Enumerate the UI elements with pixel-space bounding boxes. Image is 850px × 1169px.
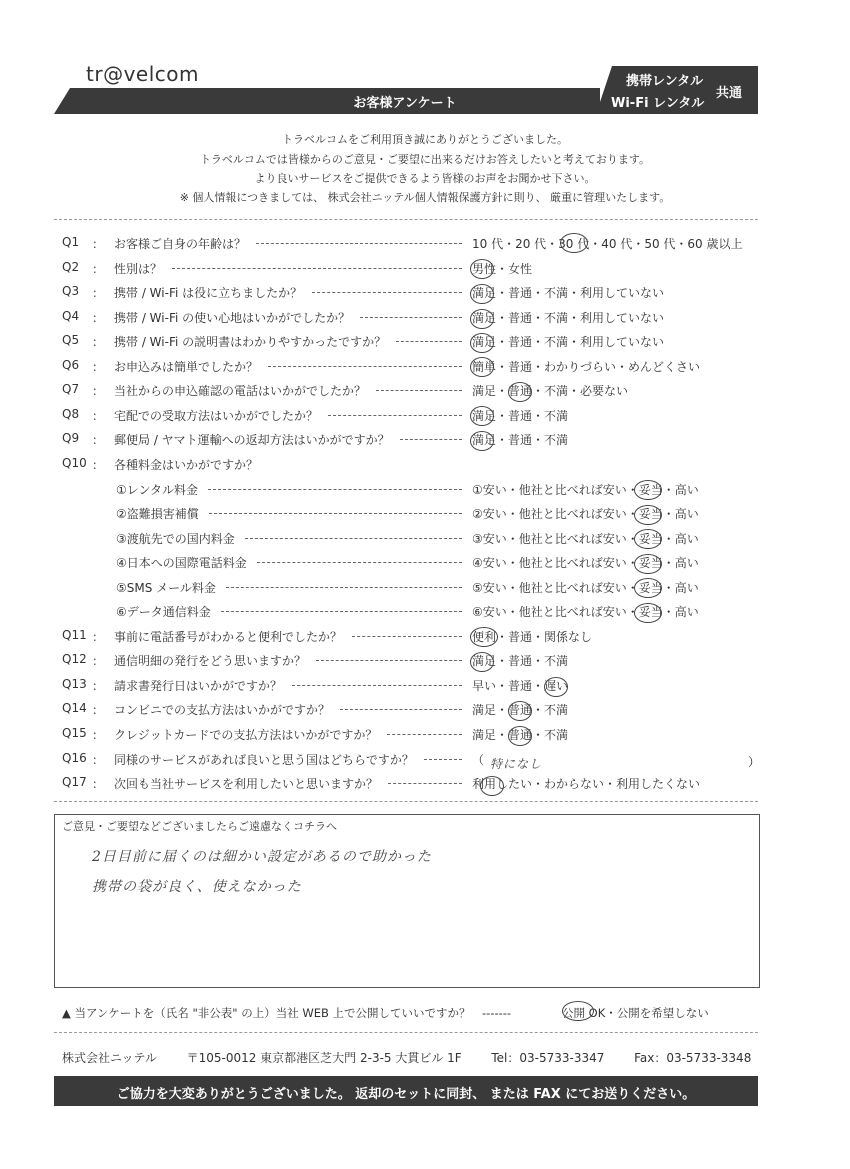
survey-title: お客様アンケート	[353, 96, 457, 111]
question-number: Q5	[62, 333, 80, 347]
leader-dots	[396, 341, 462, 342]
footer-message: ご協力を大変ありがとうございました。 返却のセットに同封、 または FAX にてお送りください。	[116, 1087, 696, 1102]
leader-dots	[352, 636, 462, 637]
question-text: 請求書発行日はいかがですか？	[114, 679, 283, 693]
publish-question: ▲ 当アンケートを（氏名 "非公表" の上）当社 WEB 上で公開していいですか？ -------	[62, 1006, 512, 1020]
question-text: 携帯 / Wi-Fi の使い心地はいかがでしたか？	[114, 311, 351, 325]
divider	[54, 1032, 758, 1033]
question-colon: ：	[92, 433, 105, 447]
answer-options: ②安い・他社と比べれば安い・妥当・高い	[472, 507, 699, 521]
intro-line-3: より良いサービスをご提供できるよう皆様のお声をお聞かせ下さい。	[254, 172, 596, 185]
company-fax: Fax：03-5733-3348	[634, 1051, 752, 1065]
handwritten-comment-2: 携帯の袋が良く、使えなかった	[92, 879, 302, 895]
leader-dots	[424, 759, 462, 760]
circle-mark-q5	[470, 333, 494, 353]
answer-options: 満足・普通・不満・利用していない	[472, 335, 665, 349]
answer-options: 満足・普通・不満	[472, 728, 569, 742]
answer-options: 満足・普通・不満	[472, 703, 569, 717]
question-text: ②盗難損害補償	[116, 507, 199, 521]
answer-options: 満足・普通・不満・利用していない	[472, 286, 665, 300]
question-text: 通信明細の発行をどう思いますか？	[114, 654, 307, 668]
answer-options: 満足・普通・不満	[472, 409, 569, 423]
answer-options: 簡単・普通・わかりづらい・めんどくさい	[472, 360, 701, 374]
answer-options: ⑤安い・他社と比べれば安い・妥当・高い	[472, 581, 699, 595]
comment-box	[54, 814, 760, 988]
leader-dots	[376, 390, 462, 391]
answer-options: 男性・女性	[472, 262, 533, 276]
service-line-2: Wi-Fi レンタル	[611, 96, 705, 111]
leader-dots	[312, 292, 462, 293]
answer-options: 10 代・20 代・30 代・40 代・50 代・60 歳以上	[472, 237, 743, 251]
question-colon: ：	[92, 777, 105, 791]
question-colon: ：	[92, 384, 105, 398]
circle-mark-q11	[470, 627, 498, 647]
intro-line-2: トラベルコムでは皆様からのご意見・ご要望に出来るだけお答えしたいと考えております。	[199, 153, 651, 166]
leader-dots	[208, 489, 462, 490]
circle-mark-q4	[470, 309, 494, 329]
question-number: Q12	[62, 652, 87, 666]
leader-dots	[245, 538, 462, 539]
question-text: ⑤SMS メール料金	[116, 581, 216, 595]
publish-options: 公開 OK・公開を希望しない	[562, 1006, 709, 1020]
handwritten-comment-1: 2日目前に届くのは細かい設定があるので助かった	[92, 849, 432, 865]
answer-options: 満足・普通・不満	[472, 433, 569, 447]
circle-mark-q14	[508, 701, 532, 721]
question-number: Q16	[62, 751, 87, 765]
circle-mark-q10-6	[634, 603, 662, 623]
leader-dots	[316, 660, 462, 661]
answer-options: 満足・普通・不満	[472, 654, 569, 668]
question-text: ④日本への国際電話料金	[116, 556, 247, 570]
circle-mark-q2	[470, 259, 494, 279]
answer-options: 満足・普通・不満・利用していない	[472, 311, 665, 325]
circle-mark-q3	[470, 284, 494, 304]
question-number: Q17	[62, 775, 87, 789]
divider	[54, 801, 758, 802]
question-text: 宅配での受取方法はいかがでしたか？	[114, 409, 319, 423]
company-address: 〒105-0012 東京都港区芝大門 2-3-5 大貫ビル 1F	[186, 1051, 462, 1065]
question-number: Q13	[62, 677, 87, 691]
intro-line-1: トラベルコムをご利用頂き誠にありがとうございました。	[282, 133, 568, 146]
circle-mark-q6	[470, 357, 494, 377]
circle-mark-q7	[508, 382, 532, 402]
travelcom-logo: tr@velcom	[86, 62, 199, 86]
answer-options: ⑥安い・他社と比べれば安い・妥当・高い	[472, 605, 699, 619]
leader-dots	[221, 611, 462, 612]
company-tel: Tel：03-5733-3347	[491, 1051, 605, 1065]
footer-contact	[62, 1049, 751, 1066]
question-colon: ：	[92, 753, 105, 767]
answer-options: ④安い・他社と比べれば安い・妥当・高い	[472, 556, 699, 570]
question-text: クレジットカードでの支払方法はいかがですか？	[114, 728, 378, 742]
leader-dots	[209, 513, 462, 514]
circle-mark-q10-3	[634, 529, 662, 549]
question-number: Q8	[62, 407, 80, 421]
question-number: Q11	[62, 628, 87, 642]
leader-dots	[388, 783, 462, 784]
question-text: コンビニでの支払方法はいかがですか？	[114, 703, 331, 717]
leader-dots	[387, 734, 462, 735]
company-name: 株式会社ニッテル	[62, 1051, 157, 1065]
service-line-1: 携帯レンタル	[626, 74, 704, 89]
leader-dots	[268, 366, 462, 367]
answer-options: ①安い・他社と比べれば安い・妥当・高い	[472, 483, 699, 497]
question-text: 郵便局 / ヤマト運輸への返却方法はいかがですか？	[114, 433, 390, 447]
intro-line-4: ※ 個人情報につきましては、 株式会社ニッテル個人情報保護方針に則り、 厳重に管理いたします。	[179, 191, 671, 204]
circle-mark-q10-5	[634, 578, 662, 598]
question-text: 各種料金はいかがですか？	[114, 458, 259, 472]
question-number: Q15	[62, 726, 87, 740]
leader-dots	[340, 709, 462, 710]
question-number: Q1	[62, 235, 80, 249]
comment-label: ご意見・ご要望などございましたらご遠慮なくコチラへ	[62, 820, 337, 833]
leader-dots	[400, 439, 462, 440]
answer-options: ③安い・他社と比べれば安い・妥当・高い	[472, 532, 699, 546]
leader-dots	[172, 268, 462, 269]
question-colon: ：	[92, 286, 105, 300]
question-text: 携帯 / Wi-Fi の説明書はわかりやすかったですか？	[114, 335, 387, 349]
question-colon: ：	[92, 311, 105, 325]
circle-mark-q13	[544, 677, 568, 697]
question-text: お客様ご自身の年齢は？	[114, 237, 247, 251]
question-colon: ：	[92, 654, 105, 668]
question-text: 性別は？	[114, 262, 163, 276]
question-number: Q7	[62, 382, 80, 396]
question-number: Q4	[62, 309, 80, 323]
question-number: Q3	[62, 284, 80, 298]
question-number: Q6	[62, 358, 80, 372]
common-label: 共通	[716, 86, 743, 101]
circle-mark-q12	[470, 652, 494, 672]
question-text: 携帯 / Wi-Fi は役に立ちましたか？	[114, 286, 303, 300]
leader-dots	[256, 243, 462, 244]
question-text: ①レンタル料金	[116, 483, 198, 497]
question-number: Q10	[62, 456, 87, 470]
question-colon: ：	[92, 630, 105, 644]
question-colon: ：	[92, 728, 105, 742]
circle-mark-q1	[560, 233, 588, 253]
answer-options: 満足・普通・不満・必要ない	[472, 384, 629, 398]
question-colon: ：	[92, 679, 105, 693]
circle-mark-q10-2	[634, 505, 662, 525]
question-colon: ：	[92, 237, 105, 251]
question-text: お申込みは簡単でしたか？	[114, 360, 259, 374]
question-text: 当社からの申込確認の電話はいかがでしたか？	[114, 384, 367, 398]
circle-mark-q15	[508, 726, 532, 746]
q16-close-paren: ）	[748, 755, 761, 769]
circle-mark-q10-4	[634, 554, 662, 574]
leader-dots	[292, 685, 462, 686]
question-colon: ：	[92, 703, 105, 717]
question-text: 同様のサービスがあれば良いと思う国はどちらですか？	[114, 753, 414, 767]
circle-mark-q9	[470, 431, 494, 451]
question-colon: ：	[92, 335, 105, 349]
question-number: Q14	[62, 701, 87, 715]
leader-dots	[226, 587, 462, 588]
question-text: ③渡航先での国内料金	[116, 532, 235, 546]
answer-options: （	[472, 753, 485, 767]
question-text: 次回も当社サービスを利用したいと思いますか？	[114, 777, 379, 791]
question-number: Q9	[62, 431, 80, 445]
answer-options: 早い・普通・遅い	[472, 679, 569, 693]
question-text: ⑥データ通信料金	[116, 605, 211, 619]
leader-dots	[360, 317, 462, 318]
circle-mark-q8	[470, 406, 494, 426]
divider	[54, 219, 758, 220]
question-colon: ：	[92, 360, 105, 374]
question-colon: ：	[92, 409, 105, 423]
answer-options: 利用したい・わからない・利用したくない	[472, 777, 701, 791]
question-colon: ：	[92, 458, 105, 472]
leader-dots	[257, 562, 462, 563]
q16-answer: 特になし	[490, 757, 543, 771]
question-text: 事前に電話番号がわかると便利でしたか？	[114, 630, 343, 644]
leader-dots	[328, 415, 462, 416]
question-colon: ：	[92, 262, 105, 276]
answer-options: 便利・普通・関係なし	[472, 630, 593, 644]
circle-mark-q17	[480, 776, 504, 796]
circle-mark-q10-1	[634, 480, 662, 500]
question-number: Q2	[62, 260, 80, 274]
